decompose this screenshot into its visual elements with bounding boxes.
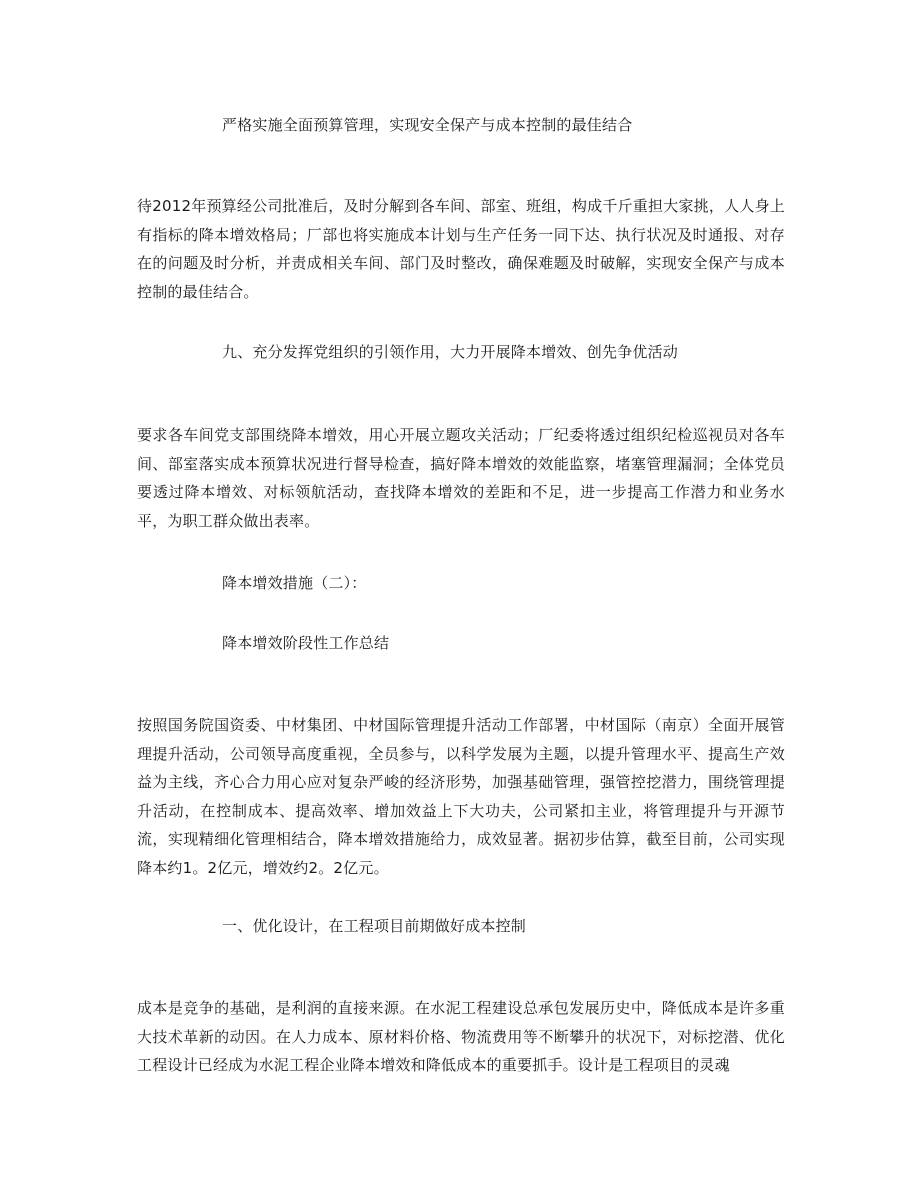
paragraph-design: 成本是竞争的基础，是利润的直接来源。在水泥工程建设总承包发展历史中，降低成本是许多重大技术革新的动因。在人力成本、原材料价格、物流费用等不断攀升的状况下，对标挖潜、优化工程设计已经成为水泥工程企业降本增效和降低成本的重要抓手。设计是工程项目的灵魂 — [137, 999, 785, 1074]
section-heading-summary: 降本增效阶段性工作总结 — [222, 634, 390, 652]
section-heading-budget: 严格实施全面预算管理，实现安全保产与成本控制的最佳结合 — [222, 116, 633, 134]
paragraph-budget: 待2012年预算经公司批准后，及时分解到各车间、部室、班组，构成千斤重担大家挑，人人身上有指标的降本增效格局；厂部也将实施成本计划与生产任务一同下达、执行状况及时通报、对存在的问题及时分析，并责成相关车间、部门及时整改，确保难题及时破解，实现安全保产与成本控制的最佳结合。 — [137, 197, 785, 301]
paragraph-party: 要求各车间党支部围绕降本增效，用心开展立题攻关活动；厂纪委将透过组织纪检巡视员对各车间、部室落实成本预算状况进行督导检查，搞好降本增效的效能监察，堵塞管理漏洞；全体党员要透过降本增效、对标领航活动，查找降本增效的差距和不足，进一步提高工作潜力和业务水平，为职工群众做出表率。 — [137, 426, 785, 530]
paragraph-summary: 按照国务院国资委、中材集团、中材国际管理提升活动工作部署，中材国际（南京）全面开展管理提升活动，公司领导高度重视，全员参与，以科学发展为主题，以提升管理水平、提高生产效益为主线，齐心合力用心应对复杂严峻的经济形势，加强基础管理，强管控挖潜力，围绕管理提升活动，在控制成本、提高效率、增加效益上下大功夫，公司紧扣主业，将管理提升与开源节流，实现精细化管理相结合，降本增效措施给力，成效显著。据初步估算，截至目前，公司实现降本约1。2亿元，增效约2。2亿元。 — [137, 716, 785, 877]
section-heading-measures-two: 降本增效措施（二）： — [222, 574, 367, 592]
section-heading-design: 一、优化设计，在工程项目前期做好成本控制 — [222, 917, 527, 935]
section-heading-party: 九、充分发挥党组织的引领作用，大力开展降本增效、创先争优活动 — [222, 343, 679, 361]
